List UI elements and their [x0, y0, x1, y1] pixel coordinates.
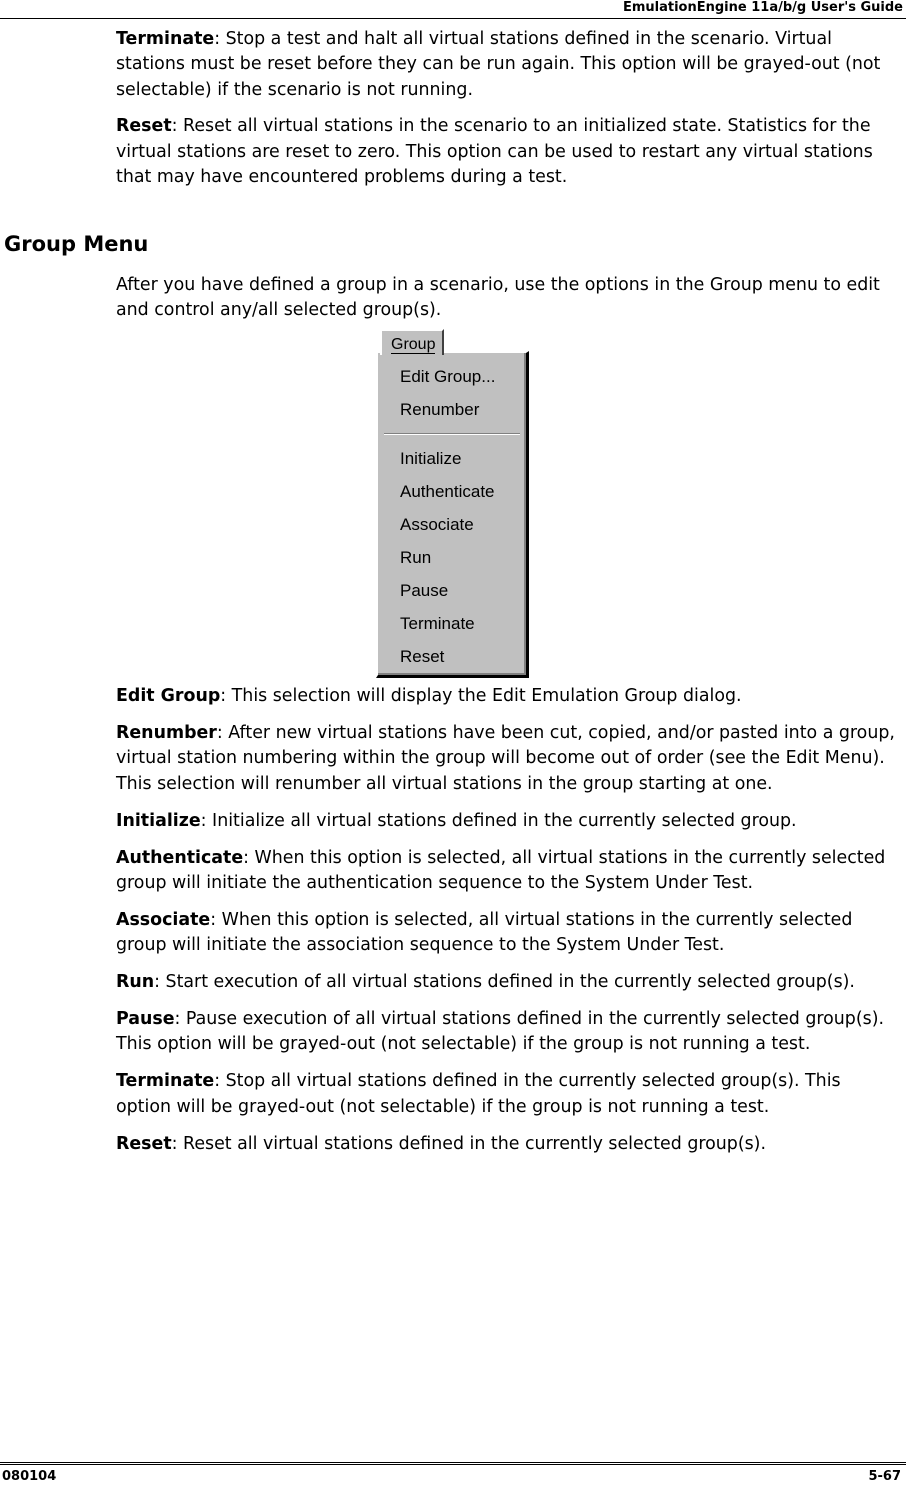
page-header [0, 0, 906, 19]
description-authenticate [116, 846, 900, 897]
term: Terminate [116, 1071, 215, 1092]
description-pause [116, 1007, 900, 1058]
term: Authenticate [116, 847, 244, 868]
definition: : Start execution of all virtual stations defined in the currently selected group(s). [154, 972, 855, 993]
term: Edit Group [116, 686, 221, 706]
document-code: 080104 [2, 1469, 57, 1484]
definition: : Stop a test and halt all virtual stations defined in the scenario. Virtual stations must be reset before they can be run again. This option will be grayed-out (not selectable) if the scenario is not running. [116, 29, 881, 100]
definition: : Stop all virtual stations defined in the currently selected group(s). This option will be grayed-out (not selectable) if the group is not running a test. [116, 1071, 841, 1117]
definition: : After new virtual stations have been cut, copied, and/or pasted into a group, virtual station numbering within the group will become out of order (see the Edit Menu). This selection will renumber all virtual stations in the group starting at one. [116, 722, 895, 794]
description-run [116, 970, 900, 995]
description-terminate [116, 1069, 900, 1120]
term: Associate [116, 909, 211, 930]
menu-item-reset[interactable]: Reset [400, 647, 445, 666]
description-renumber [116, 721, 900, 797]
document-title: EmulationEngine 11a/b/g User's Guide [622, 0, 903, 15]
menu-item-run[interactable]: Run [400, 548, 432, 567]
menu-item-terminate[interactable]: Terminate [400, 614, 475, 633]
term: Initialize [116, 810, 201, 831]
menu-item-pause[interactable]: Pause [400, 581, 449, 600]
description-edit-group [116, 684, 900, 709]
term: Reset [116, 1133, 172, 1154]
description-initialize [116, 809, 900, 834]
term: Reset [116, 116, 172, 137]
menu-item-renumber[interactable]: Renumber [400, 400, 480, 419]
menu-item-initialize[interactable]: Initialize [400, 449, 462, 468]
menu-tab-label: Group [391, 336, 436, 353]
definition: : Pause execution of all virtual stations defined in the currently selected group(s). This option will be grayed-out (not selectable) if the group is not running a test. [116, 1009, 885, 1055]
definition: : When this option is selected, all virtual stations in the currently selected group will initiate the authentication sequence to the System Under Test. [116, 847, 886, 893]
menu-separator [384, 433, 520, 435]
definition: : This selection will display the Edit Emulation Group dialog. [220, 686, 742, 706]
top-paragraphs [116, 27, 900, 201]
menu-item-edit-group[interactable]: Edit Group... [400, 367, 496, 386]
page-footer [0, 1462, 906, 1486]
description-reset [116, 1132, 900, 1157]
menu-dropdown [376, 351, 529, 678]
term: Renumber [116, 722, 217, 743]
menu-tab-group[interactable] [380, 329, 444, 355]
menu-item-authenticate[interactable]: Authenticate [400, 482, 495, 501]
group-menu-screenshot [376, 329, 529, 678]
definition: : Reset all virtual stations in the scenario to an initialized state. Statistics for the virtual stations are reset to zero. This option can be used to restart any virtual stations that may have encountered problems during a test. [116, 116, 873, 188]
definition: : Reset all virtual stations defined in the currently selected group(s). [171, 1133, 766, 1154]
definition: : Initialize all virtual stations defined in the currently selected group. [200, 810, 797, 831]
section-heading: Group Menu [4, 232, 149, 256]
definition: : When this option is selected, all virtual stations in the currently selected group will initiate the association sequence to the System Under Test. [116, 909, 853, 956]
page-number: 5-67 [868, 1469, 901, 1484]
term: Pause [116, 1009, 175, 1030]
term: Run [116, 972, 155, 993]
paragraph-reset [116, 114, 900, 190]
menu-item-associate[interactable]: Associate [400, 515, 474, 534]
section-intro: After you have defined a group in a scenario, use the options in the Group menu to edit and control any/all selected group(s). [116, 275, 880, 321]
term: Terminate [116, 29, 215, 49]
description-associate [116, 908, 900, 959]
paragraph-terminate [116, 27, 900, 103]
menu-descriptions [116, 684, 900, 1169]
